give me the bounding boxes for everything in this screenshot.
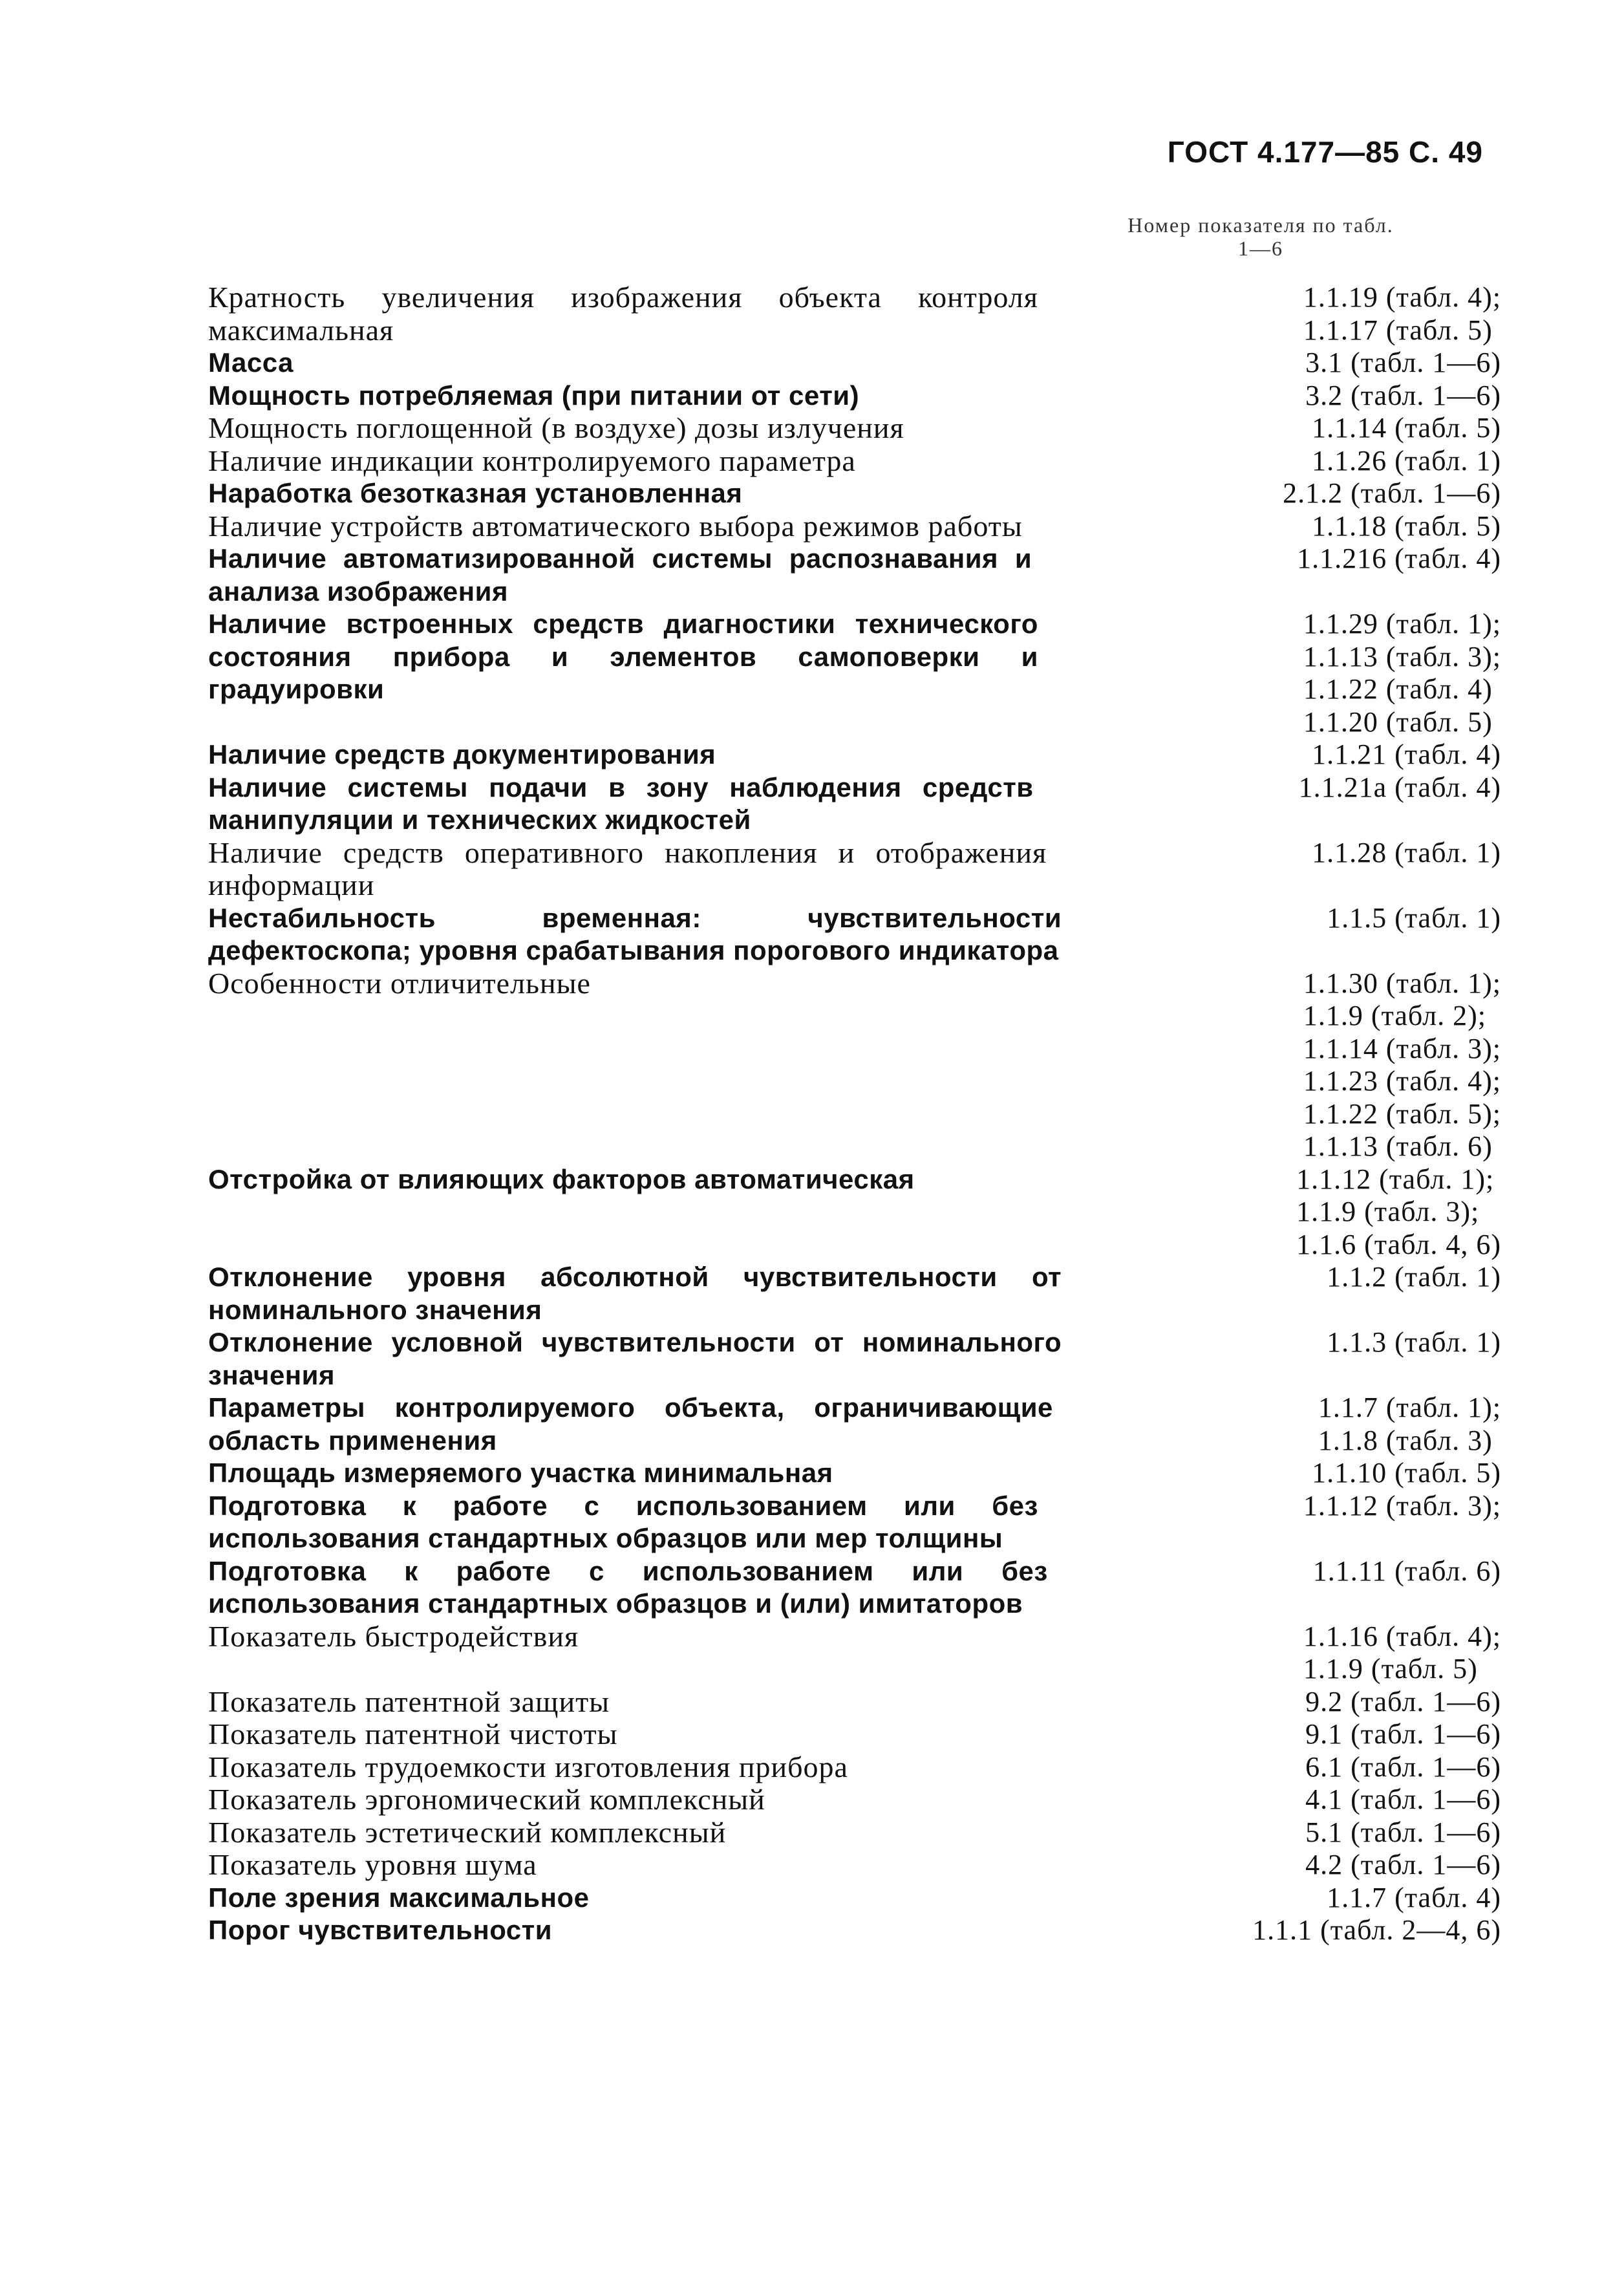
- entry-ref: 1.1.5 (табл. 1): [1327, 901, 1501, 934]
- index-entry: [208, 967, 1501, 1163]
- entry-term: Нестабильность временная: чувствительности дефектоскопа; уровня срабатывания порогового индикатора: [208, 902, 1062, 965]
- entry-term: Показатель трудоемкости изготовления прибора: [208, 1750, 848, 1783]
- entry-refs: [1313, 1555, 1501, 1620]
- entry-refs: [1312, 510, 1501, 543]
- entry-ref: 2.1.2 (табл. 1—6): [1283, 477, 1501, 509]
- entry-ref: 1.1.13 (табл. 6): [1303, 1130, 1493, 1162]
- index-entry: [208, 1457, 1501, 1490]
- entry-ref: 1.1.12 (табл. 1);: [1296, 1163, 1495, 1195]
- index-entry: [208, 1326, 1501, 1392]
- entry-refs: [1305, 1849, 1501, 1882]
- entry-term: Показатель уровня шума: [208, 1848, 537, 1881]
- entry-refs: [1312, 837, 1501, 902]
- entry-refs: [1303, 1620, 1501, 1686]
- entry-refs: [1312, 412, 1501, 445]
- entry-term: Показатель эстетический комплексный: [208, 1815, 727, 1849]
- entry-ref: 1.1.18 (табл. 5): [1312, 510, 1501, 542]
- entry-term: Подготовка к работе с использованием или без использования стандартных образцов и (или) имитаторов: [208, 1555, 1048, 1619]
- entry-ref: 1.1.12 (табл. 3);: [1303, 1489, 1501, 1522]
- entry-ref: 1.1.22 (табл. 4): [1303, 673, 1493, 705]
- index-entry: [208, 902, 1501, 967]
- index-entry: [208, 1163, 1501, 1262]
- entry-ref: 1.1.216 (табл. 4): [1297, 543, 1501, 574]
- entry-term: Мощность поглощенной (в воздухе) дозы излучения: [208, 411, 904, 444]
- entry-refs: [1312, 738, 1501, 771]
- entry-ref: 1.1.6 (табл. 4, 6): [1296, 1228, 1501, 1260]
- entry-term: Наличие автоматизированной системы распознавания и анализа изображения: [208, 543, 1032, 607]
- index-entry: [208, 1816, 1501, 1849]
- entry-ref: 9.1 (табл. 1—6): [1305, 1718, 1501, 1750]
- entry-ref: 1.1.17 (табл. 5): [1303, 314, 1493, 346]
- entry-ref: 1.1.9 (табл. 2);: [1303, 1000, 1486, 1031]
- column-header-line1: Номер показателя по табл.: [1127, 213, 1394, 237]
- entry-refs: [1303, 281, 1501, 347]
- entry-ref: 1.1.21а (табл. 4): [1298, 771, 1501, 803]
- index-entry: [208, 1914, 1501, 1947]
- index-entry: [208, 1490, 1501, 1555]
- entry-ref: 1.1.13 (табл. 3);: [1303, 640, 1501, 673]
- entry-ref: 1.1.26 (табл. 1): [1312, 444, 1501, 477]
- entry-ref: 1.1.23 (табл. 4);: [1303, 1065, 1501, 1097]
- entry-ref: 1.1.19 (табл. 4);: [1303, 281, 1501, 313]
- entry-ref: 1.1.7 (табл. 1);: [1318, 1392, 1501, 1423]
- index-entry: [208, 1751, 1501, 1784]
- entry-ref: 9.2 (табл. 1—6): [1305, 1685, 1501, 1717]
- entry-term: Отстройка от влияющих факторов автоматическая: [208, 1163, 915, 1194]
- entry-ref: 1.1.28 (табл. 1): [1312, 836, 1501, 868]
- entry-refs: [1305, 380, 1501, 413]
- entry-term: Наличие средств оперативного накопления и отображения информации: [208, 835, 1047, 901]
- index-list: [208, 281, 1501, 1947]
- entry-term: Масса: [208, 347, 294, 378]
- entry-term: Отклонение условной чувствительности от номинального значения: [208, 1327, 1062, 1390]
- index-entry: [208, 1783, 1501, 1816]
- index-entry: [208, 510, 1501, 543]
- index-entry: [208, 281, 1501, 347]
- entry-refs: [1252, 1914, 1501, 1947]
- entry-term: Мощность потребляемая (при питании от сети): [208, 380, 860, 411]
- entry-term: Наличие встроенных средств диагностики технического состояния прибора и элементов самоповерки и градуировки: [208, 608, 1038, 704]
- entry-term: Особенности отличительные: [208, 966, 591, 1000]
- column-header: [1067, 213, 1455, 260]
- entry-term: Наличие устройств автоматического выбора режимов работы: [208, 509, 1023, 543]
- entry-refs: [1327, 1326, 1501, 1392]
- entry-term: Показатель патентной чистоты: [208, 1717, 618, 1750]
- index-entry: [208, 1718, 1501, 1751]
- entry-term: Показатель патентной защиты: [208, 1685, 610, 1718]
- entry-ref: 3.1 (табл. 1—6): [1305, 347, 1501, 378]
- entry-ref: 1.1.14 (табл. 5): [1312, 412, 1501, 444]
- entry-refs: [1303, 608, 1501, 738]
- entry-ref: 1.1.20 (табл. 5): [1303, 705, 1493, 738]
- entry-refs: [1327, 1882, 1501, 1915]
- index-entry: [208, 380, 1501, 413]
- entry-ref: 1.1.29 (табл. 1);: [1303, 608, 1501, 640]
- entry-term: Кратность увеличения изображения объекта контроля максимальная: [208, 281, 1038, 347]
- entry-ref: 1.1.11 (табл. 6): [1312, 1555, 1501, 1587]
- entry-term: Поле зрения максимальное: [208, 1882, 590, 1913]
- entry-ref: 4.2 (табл. 1—6): [1305, 1849, 1501, 1880]
- entry-refs: [1296, 1163, 1501, 1262]
- entry-refs: [1318, 1392, 1501, 1457]
- index-entry: [208, 1686, 1501, 1719]
- entry-term: Параметры контролируемого объекта, ограничивающие область применения: [208, 1392, 1053, 1456]
- entry-ref: 1.1.22 (табл. 5);: [1303, 1097, 1501, 1130]
- column-header-line2: 1—6: [1238, 237, 1283, 260]
- entry-ref: 1.1.14 (табл. 3);: [1303, 1032, 1501, 1064]
- page-header: ГОСТ 4.177—85 С. 49: [1167, 135, 1483, 169]
- index-entry: [208, 1849, 1501, 1882]
- entry-refs: [1305, 1783, 1501, 1816]
- index-entry: [208, 837, 1501, 902]
- entry-refs: [1303, 967, 1501, 1163]
- entry-refs: [1303, 1490, 1501, 1555]
- index-entry: [208, 1392, 1501, 1457]
- index-entry: [208, 1620, 1501, 1686]
- entry-refs: [1305, 1751, 1501, 1784]
- entry-term: Площадь измеряемого участка минимальная: [208, 1458, 833, 1488]
- index-entry: [208, 1882, 1501, 1915]
- entry-refs: [1305, 347, 1501, 380]
- entry-ref: 5.1 (табл. 1—6): [1305, 1816, 1501, 1848]
- entry-term: Порог чувствительности: [208, 1915, 553, 1945]
- entry-ref: 1.1.2 (табл. 1): [1327, 1261, 1501, 1293]
- index-entry: [208, 412, 1501, 445]
- entry-term: Отклонение уровня абсолютной чувствительности от номинального значения: [208, 1262, 1062, 1325]
- entry-ref: 1.1.21 (табл. 4): [1312, 738, 1501, 770]
- entry-ref: 1.1.3 (табл. 1): [1327, 1326, 1501, 1358]
- entry-ref: 4.1 (табл. 1—6): [1305, 1783, 1501, 1815]
- entry-term: Наличие индикации контролируемого параметра: [208, 444, 856, 477]
- entry-refs: [1327, 1261, 1501, 1326]
- entry-refs: [1305, 1686, 1501, 1719]
- entry-term: Наличие системы подачи в зону наблюдения средств манипуляции и технических жидкостей: [208, 771, 1034, 835]
- entry-refs: [1283, 477, 1501, 510]
- entry-term: Показатель быстродействия: [208, 1619, 579, 1653]
- index-entry: [208, 445, 1501, 478]
- entry-ref: 3.2 (табл. 1—6): [1305, 379, 1501, 411]
- entry-ref: 1.1.8 (табл. 3): [1318, 1424, 1493, 1456]
- entry-refs: [1312, 445, 1501, 478]
- entry-ref: 1.1.30 (табл. 1);: [1303, 967, 1501, 999]
- entry-refs: [1312, 1457, 1501, 1490]
- entry-ref: 6.1 (табл. 1—6): [1305, 1750, 1501, 1783]
- entry-refs: [1299, 771, 1501, 837]
- index-entry: [208, 477, 1501, 510]
- entry-term: Подготовка к работе с использованием или без использования стандартных образцов или мер толщины: [208, 1490, 1038, 1553]
- entry-refs: [1327, 902, 1501, 967]
- entry-refs: [1305, 1816, 1501, 1849]
- entry-ref: 1.1.9 (табл. 3);: [1296, 1196, 1480, 1227]
- index-entry: [208, 608, 1501, 738]
- entry-ref: 1.1.16 (табл. 4);: [1303, 1620, 1501, 1652]
- entry-ref: 1.1.7 (табл. 4): [1327, 1881, 1501, 1913]
- entry-ref: 1.1.10 (табл. 5): [1312, 1457, 1501, 1489]
- entry-refs: [1297, 543, 1501, 608]
- index-entry: [208, 543, 1501, 608]
- index-entry: [208, 738, 1501, 771]
- entry-refs: [1305, 1718, 1501, 1751]
- entry-ref: 1.1.1 (табл. 2—4, 6): [1252, 1914, 1501, 1946]
- entry-term: Показатель эргономический комплексный: [208, 1783, 765, 1816]
- entry-term: Наличие средств документирования: [208, 739, 716, 770]
- index-entry: [208, 347, 1501, 380]
- index-entry: [208, 1555, 1501, 1620]
- entry-ref: 1.1.9 (табл. 5): [1303, 1653, 1478, 1685]
- index-entry: [208, 771, 1501, 837]
- index-entry: [208, 1261, 1501, 1326]
- entry-term: Наработка безотказная установленная: [208, 478, 743, 508]
